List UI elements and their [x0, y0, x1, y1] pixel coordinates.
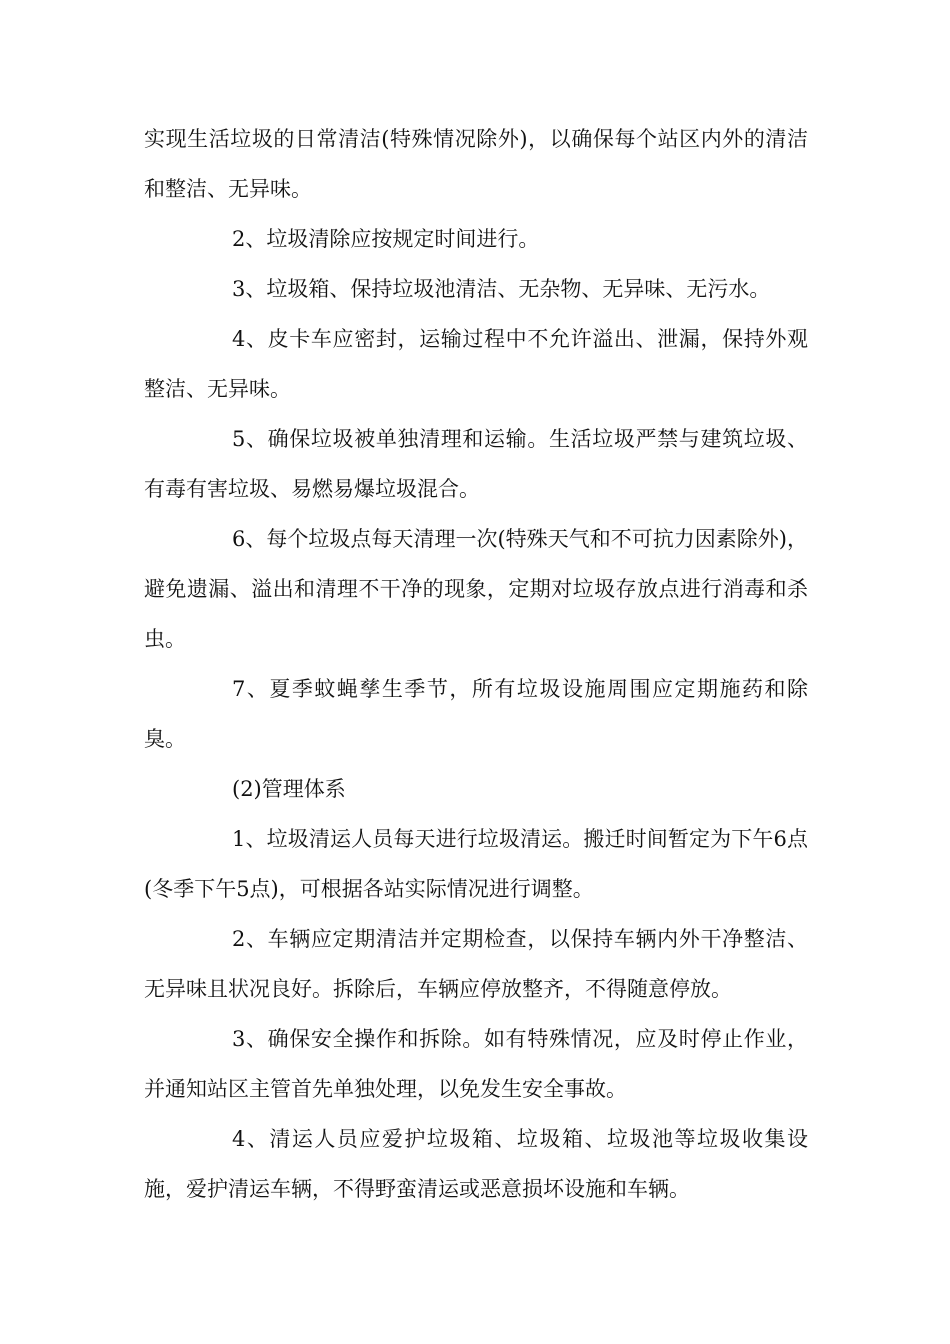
paragraph-item-5: 5、确保垃圾被单独清理和运输。生活垃圾严禁与建筑垃圾、有毒有害垃圾、易燃易爆垃圾混合。 — [144, 427, 808, 501]
section-heading-management: (2)管理体系 — [232, 777, 346, 801]
paragraph-intro: 实现生活垃圾的日常清洁(特殊情况除外)，以确保每个站区内外的清洁和整洁、无异味。 — [144, 127, 808, 201]
paragraph-item-4: 4、皮卡车应密封，运输过程中不允许溢出、泄漏，保持外观整洁、无异味。 — [144, 327, 808, 401]
paragraph-item-7: 7、夏季蚊蝇孳生季节，所有垃圾设施周围应定期施药和除臭。 — [144, 677, 808, 751]
paragraph-mgmt-2: 2、车辆应定期清洁并定期检查，以保持车辆内外干净整洁、无异味且状况良好。拆除后，车辆应停放整齐，不得随意停放。 — [144, 927, 808, 1001]
paragraph-item-3: 3、垃圾箱、保持垃圾池清洁、无杂物、无异味、无污水。 — [232, 277, 771, 301]
paragraph-mgmt-3: 3、确保安全操作和拆除。如有特殊情况，应及时停止作业，并通知站区主管首先单独处理，以免发生安全事故。 — [144, 1027, 808, 1101]
paragraph-mgmt-1: 1、垃圾清运人员每天进行垃圾清运。搬迁时间暂定为下午6点(冬季下午5点)，可根据各站实际情况进行调整。 — [144, 827, 808, 901]
document-page — [144, 114, 808, 1214]
paragraph-mgmt-4: 4、清运人员应爱护垃圾箱、垃圾箱、垃圾池等垃圾收集设施，爱护清运车辆，不得野蛮清运或恶意损坏设施和车辆。 — [144, 1127, 808, 1201]
paragraph-item-2: 2、垃圾清除应按规定时间进行。 — [232, 227, 540, 251]
paragraph-item-6: 6、每个垃圾点每天清理一次(特殊天气和不可抗力因素除外)，避免遗漏、溢出和清理不干净的现象，定期对垃圾存放点进行消毒和杀虫。 — [144, 527, 808, 651]
